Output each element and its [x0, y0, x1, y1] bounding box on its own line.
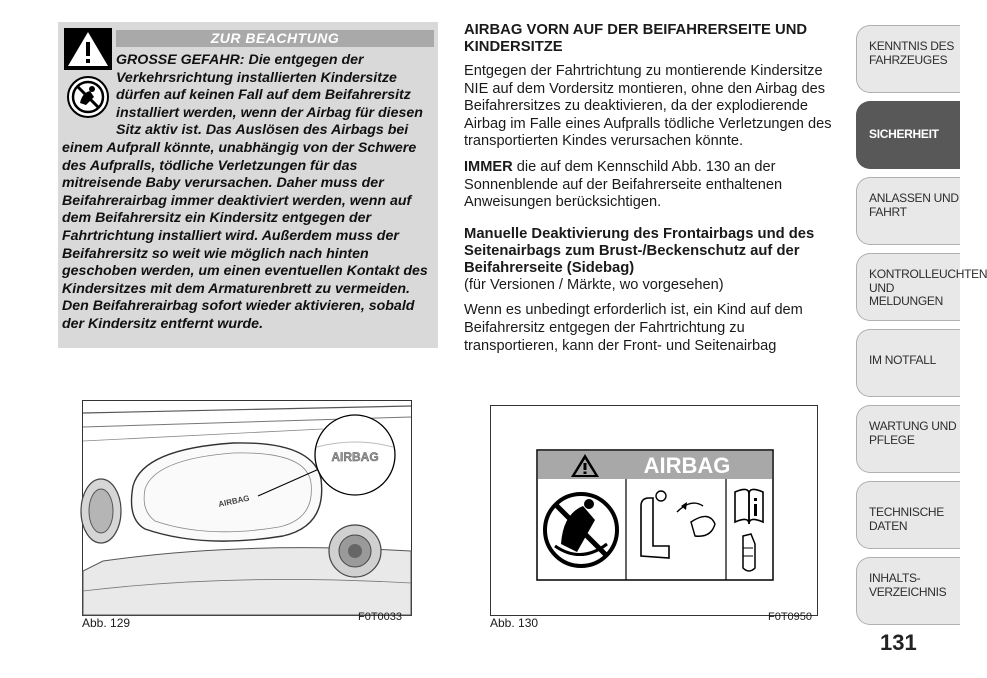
- paragraph-2-lead: IMMER: [464, 158, 513, 175]
- label-airbag-title: AIRBAG: [643, 453, 731, 478]
- dashboard-illustration: [83, 401, 411, 615]
- cover-airbag-label: AIRBAG: [217, 493, 251, 509]
- subsection-note: (für Versionen / Märkte, wo vorgesehen): [464, 276, 724, 293]
- no-child-seat-icon-large: [545, 494, 617, 566]
- figure-130-code: F0T0950: [768, 611, 813, 623]
- tab-kontrolleuchten-und-meldungen[interactable]: KONTROLLEUCHTEN UND MELDUNGEN: [856, 253, 960, 321]
- figure-129-caption: Abb. 129: [82, 616, 131, 630]
- paragraph-2-body: die auf dem Kennschild Abb. 130 an der Sonnenblende auf der Beifahrerseite enthaltenen Anweisungen berücksichtigen.: [464, 158, 783, 211]
- tab-anlassen-und-fahrt[interactable]: ANLASSEN UND FAHRT: [856, 177, 960, 245]
- warning-text: [62, 52, 434, 334]
- tab-im-notfall[interactable]: IM NOTFALL: [856, 329, 960, 397]
- tab-inhaltsverzeichnis[interactable]: INHALTS- VERZEICHNIS: [856, 557, 960, 625]
- figure-129-code: F0T0033: [358, 611, 403, 623]
- main-text-column: [464, 22, 838, 363]
- figure-129: [82, 400, 412, 616]
- figure-130-caption: Abb. 130: [490, 616, 539, 630]
- paragraph-1: Entgegen der Fahrtrichtung zu montierende Kindersitze NIE auf dem Vordersitz montieren, ohne den Airbag des Beifahrersitzes zu deaktivieren, da der explodierende Airbag im Falle eines Aufpralls tödliche Verletzungen des transportierten Kindes verursachen könnte.: [464, 63, 832, 150]
- airbag-label-illustration: [491, 406, 817, 615]
- warning-body: Die entgegen der Verkehrsrichtung installierten Kindersitze dürfen auf keinen Fall auf dem Beifahrersitz installiert werden, wenn der Airbag für diesen Sitz aktiv ist. Das Auslösen des Airbags bei einem Aufprall könnte, unabhängig von der Schwere des Aufpralls, tödliche Verletzungen für das mitreisende Baby verursachen. Daher muss der Beifahrerairbag immer deaktiviert werden, wenn auf dem Beifahrersitz ein Kindersitz entgegen der Fahrtrichtung installiert wird. Außerdem muss der Beifahrersitz so weit wie möglich nach hinten geschoben werden, um einen eventuellen Kontakt des Kindersitzes mit dem Armaturenbrett zu vermeiden. Den Beifahrerairbag sofort wieder aktivieren, sobald der Kindersitz entfernt wurde.: [62, 52, 428, 332]
- warning-box: [58, 22, 438, 348]
- tab-technische-daten[interactable]: TECHNISCHE DATEN: [856, 481, 960, 549]
- page-number: 131: [880, 630, 917, 655]
- section-heading: AIRBAG VORN AUF DER BEIFAHRERSEITE UND KINDERSITZE: [464, 22, 808, 55]
- figure-130: [490, 405, 818, 616]
- tab-sicherheit[interactable]: SICHERHEIT: [856, 101, 960, 169]
- chapter-tabs: [856, 25, 987, 633]
- inset-airbag-label: AIRBAG: [331, 450, 379, 464]
- warning-header: ZUR BEACHTUNG: [116, 30, 434, 47]
- subsection-heading: Manuelle Deaktivierung des Frontairbags und des Seitenairbags zum Brust-/Beckenschutz auf der Beifahrerseite (Sidebag): [464, 225, 815, 276]
- tab-wartung-und-pflege[interactable]: WARTUNG UND PFLEGE: [856, 405, 960, 473]
- paragraph-3: Wenn es unbedingt erforderlich ist, ein Kind auf dem Beifahrersitz entgegen der Fahrtrichtung zu transportieren, kann der Front- und Seitenairbag: [464, 302, 803, 354]
- tab-kenntnis-des-fahrzeuges[interactable]: KENNTNIS DES FAHRZEUGES: [856, 25, 960, 93]
- paragraph-2: [464, 159, 838, 212]
- warning-lead: GROSSE GEFAHR:: [116, 52, 245, 68]
